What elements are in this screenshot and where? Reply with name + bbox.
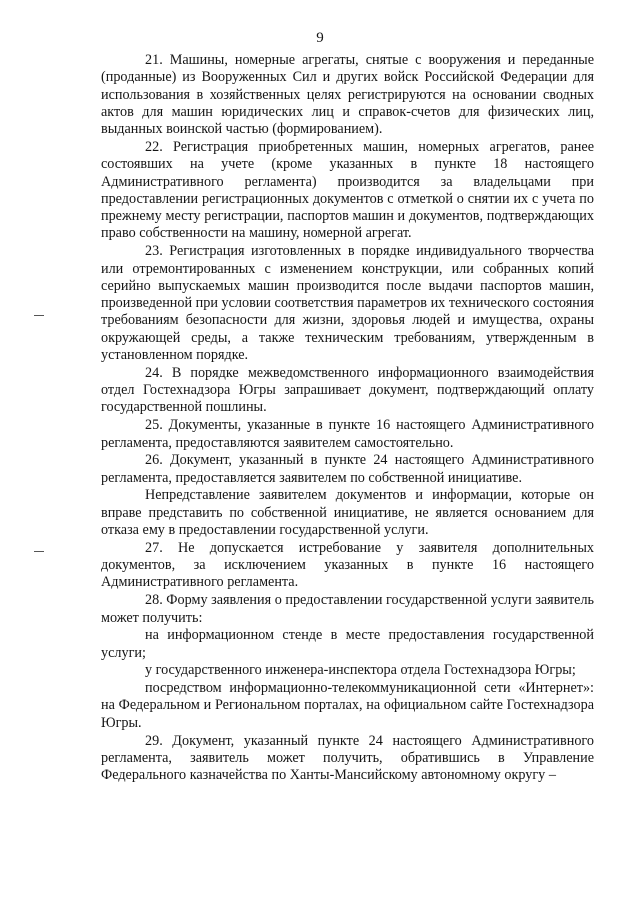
paragraph-28-item-stand: на информационном стенде в месте предоставления государственной услуги; bbox=[101, 627, 594, 661]
scan-margin-mark bbox=[34, 315, 44, 316]
paragraph-28-item-internet: посредством информационно-телекоммуникационной сети «Интернет»: на Федеральном и Региональном порталах, на официальном сайте Гостехнадзора Югры. bbox=[101, 680, 594, 731]
paragraph-22: 22. Регистрация приобретенных машин, номерных агрегатов, ранее состоявших на учете (кроме указанных в пункте 18 настоящего Административного регламента) производится за владельцами при предоставлении регистрационных документов с отметкой о снятии их с учета по прежнему месту регистрации, паспортов машин и документов, подтверждающих право собственности на машину, номерной агрегат. bbox=[101, 138, 594, 242]
scan-margin-mark bbox=[34, 551, 44, 552]
paragraph-23: 23. Регистрация изготовленных в порядке индивидуального творчества или отремонтированных с изменением конструкции, или собранных копий серийно выпускаемых машин производится после выдачи паспортов машин, произведенной при условии соответствия параметров их технического состояния требованиям безопасности для жизни, здоровья людей и имущества, охраны окружающей среды, а также техническим требованиям, утвержденным в установленном порядке. bbox=[101, 243, 594, 364]
paragraph-28-item-inspector: у государственного инженера-инспектора отдела Гостехнадзора Югры; bbox=[145, 662, 576, 679]
paragraph-21: 21. Машины, номерные агрегаты, снятые с вооружения и переданные (проданные) из Вооруженных Сил и других войск Российской Федерации для использования в хозяйственных целях регистрируются на основании сводных актов для машин юридических лиц и справок-счетов для физических лиц, выданных воинской частью (формированием). bbox=[101, 52, 594, 138]
paragraph-28: 28. Форму заявления о предоставлении государственной услуги заявитель может получить: bbox=[101, 592, 594, 626]
paragraph-26-note: Непредставление заявителем документов и информации, которые он вправе представить по собственной инициативе, не является основанием для отказа ему в предоставлении государственной услуги. bbox=[101, 487, 594, 539]
paragraph-25: 25. Документы, указанные в пункте 16 настоящего Административного регламента, предоставляются заявителем самостоятельно. bbox=[101, 417, 594, 451]
paragraph-24: 24. В порядке межведомственного информационного взаимодействия отдел Гостехнадзора Югры запрашивает документ, подтверждающий оплату государственной пошлины. bbox=[101, 364, 594, 416]
paragraph-29: 29. Документ, указанный пункте 24 настоящего Административного регламента, заявитель может получить, обратившись в Управление Федерального казначейства по Ханты-Мансийскому автономному округу – bbox=[101, 732, 594, 784]
document-body bbox=[101, 52, 594, 784]
paragraph-26: 26. Документ, указанный в пункте 24 настоящего Административного регламента, предоставляется заявителем по собственной инициативе. bbox=[101, 452, 594, 486]
page-number: 9 bbox=[316, 30, 324, 46]
paragraph-27: 27. Не допускается истребование у заявителя дополнительных документов, за исключением указанных в пункте 16 настоящего Административного регламента. bbox=[101, 539, 594, 591]
